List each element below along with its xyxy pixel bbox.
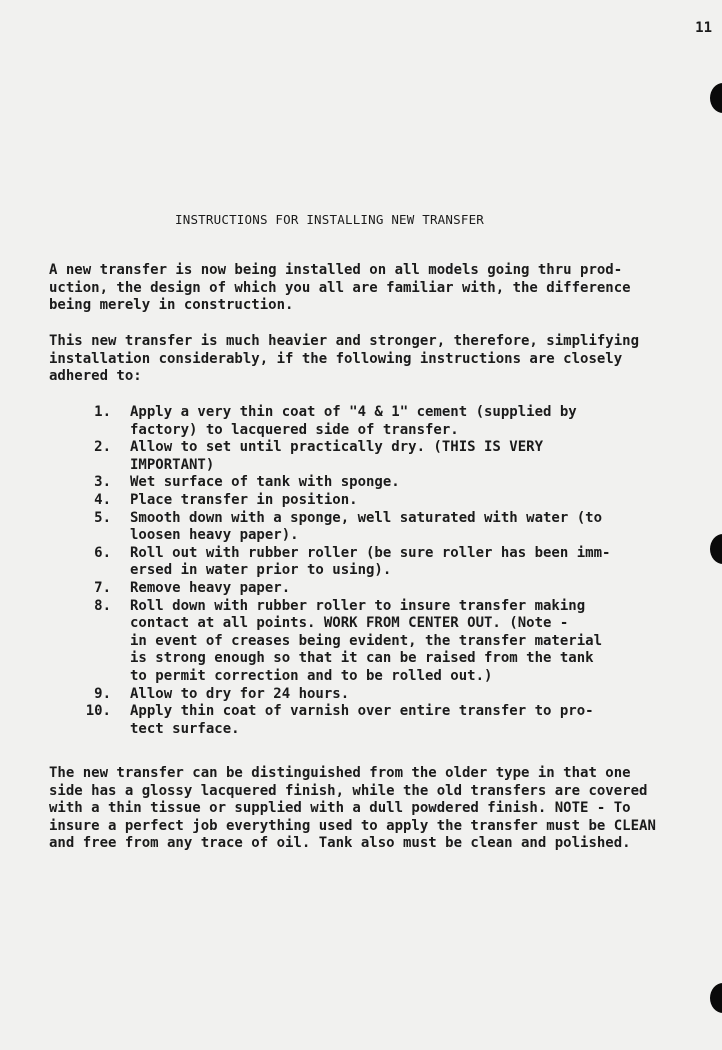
intro-paragraph: A new transfer is now being installed on all models going thru prod- uction, the design of which you all are familiar with, the difference being merely in construction. bbox=[49, 262, 631, 314]
punch-hole bbox=[710, 83, 722, 113]
step-text: Smooth down with a sponge, well saturated with water (to loosen heavy paper). bbox=[130, 509, 603, 544]
step-item bbox=[0, 686, 650, 704]
step-item bbox=[0, 474, 650, 492]
step-item bbox=[0, 580, 650, 598]
step-item bbox=[0, 404, 650, 439]
step-text: Apply a very thin coat of "4 & 1" cement (supplied by factory) to lacquered side of transfer. bbox=[130, 404, 577, 438]
step-item bbox=[0, 598, 650, 686]
step-number: 2. bbox=[94, 439, 111, 456]
step-text: Wet surface of tank with sponge. bbox=[130, 474, 400, 491]
step-number: 9. bbox=[94, 685, 111, 702]
punch-hole bbox=[710, 983, 722, 1013]
closing-paragraph: The new transfer can be distinguished from the older type in that one side has a glossy lacquered finish, while the old transfers are covered with a thin tissue or supplied with a dull powdered finish. NOTE - To insure a perfect job everything used to apply the transfer must be CLEAN and free from any trace of oil. Tank also must be clean and polished. bbox=[49, 765, 656, 852]
step-item bbox=[0, 510, 650, 545]
step-item bbox=[0, 439, 650, 474]
punch-hole bbox=[710, 534, 722, 564]
step-number: 8. bbox=[94, 597, 111, 614]
step-number: 4. bbox=[94, 491, 111, 508]
step-number: 6. bbox=[94, 544, 111, 561]
step-text: Apply thin coat of varnish over entire transfer to pro- tect surface. bbox=[130, 703, 594, 737]
step-number: 1. bbox=[94, 404, 111, 420]
step-text: Roll down with rubber roller to insure transfer making contact at all points. WORK FROM CENTER OUT. (Note - in event of creases being evident, the transfer material is strong enough so that it can be raised from the tank to permit correction and to be rolled out.) bbox=[130, 597, 603, 684]
step-text: Remove heavy paper. bbox=[130, 579, 291, 596]
step-text: Place transfer in position. bbox=[130, 491, 358, 508]
document-title: INSTRUCTIONS FOR INSTALLING NEW TRANSFER bbox=[175, 212, 485, 227]
step-item bbox=[0, 492, 650, 510]
step-item bbox=[0, 545, 650, 580]
step-text: Allow to set until practically dry. (THIS IS VERY IMPORTANT) bbox=[130, 439, 544, 473]
instruction-steps bbox=[0, 404, 650, 738]
step-item bbox=[0, 703, 650, 738]
page-number: 11 bbox=[695, 20, 712, 36]
step-text: Allow to dry for 24 hours. bbox=[130, 685, 350, 702]
step-number: 3. bbox=[94, 474, 111, 491]
second-paragraph: This new transfer is much heavier and stronger, therefore, simplifying installation considerably, if the following instructions are closely adhered to: bbox=[49, 333, 640, 385]
step-number: 7. bbox=[94, 579, 111, 596]
step-text: Roll out with rubber roller (be sure roller has been imm- ersed in water prior to using). bbox=[130, 544, 611, 579]
step-number: 5. bbox=[94, 509, 111, 526]
step-number: 10. bbox=[85, 703, 111, 720]
